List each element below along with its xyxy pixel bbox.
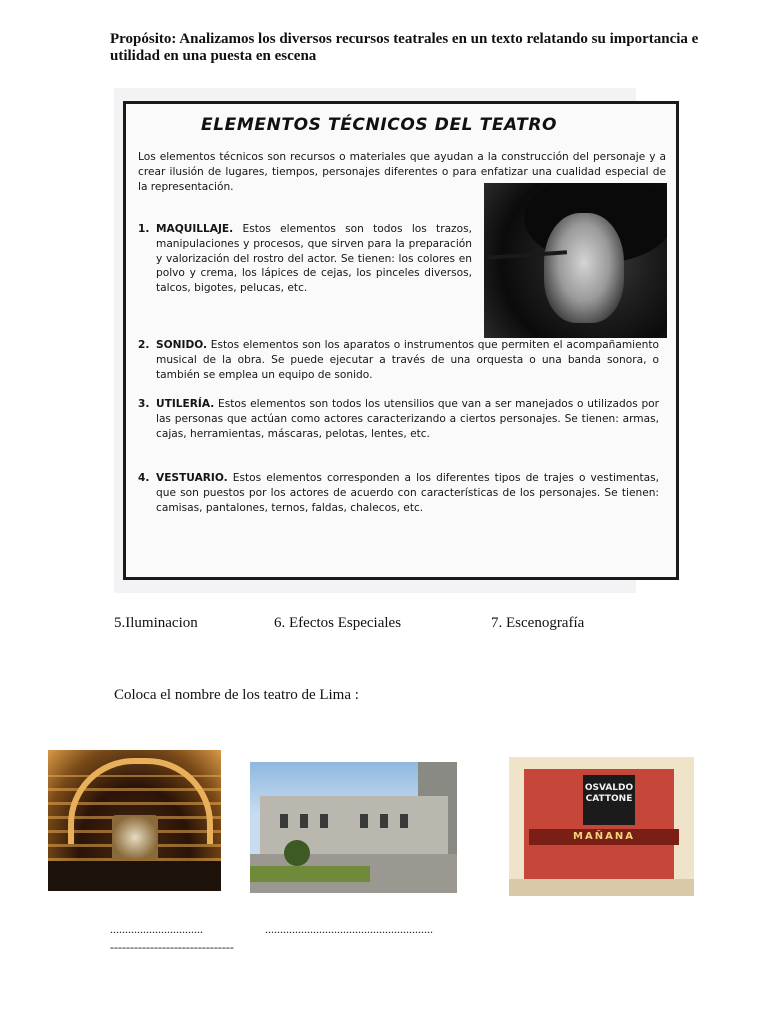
makeup-photo <box>484 183 667 338</box>
theater-facade-photo <box>250 762 457 893</box>
item-heading: SONIDO. <box>156 339 208 351</box>
item-number: 4. <box>138 472 150 484</box>
item-number: 3. <box>138 398 150 410</box>
item-heading: UTILERÍA. <box>156 398 215 410</box>
item-text: Estos elementos son todos los trazos, manipulaciones y procesos, que sirven para la preparación y valorización del rostro del actor. Se tienen: los colores en polvo y crema, los lápices de cejas, los pinceles diversos, talcos, bigotes, pelucas, etc. <box>156 223 472 295</box>
photo-grass <box>250 866 370 882</box>
photo-tree <box>284 840 310 866</box>
item-text: Estos elementos corresponden a los diferentes tipos de trajes o vestimentas, que son puestos por los actores de acuerdo con características de los personajes. Se tienen: camisas, pantalones, ternos, faldas, chalecos, etc. <box>156 472 659 514</box>
photo-marquee: MAÑANA <box>529 829 679 845</box>
worksheet-intro: Los elementos técnicos son recursos o materiales que ayudan a la construcción del personaje y a crear ilusión de lugares, tiempos, personajes diferentes o para enfatizar una cualidad especial de la representación. <box>138 151 666 193</box>
list-item-vestuario <box>138 471 659 515</box>
photo-window <box>380 814 388 828</box>
answer-line-1[interactable]: ............................... <box>110 922 203 936</box>
item-text: Estos elementos son los aparatos o instrumentos que permiten el acompañamiento musical de la obra. Se puede ejecutar a través de una orquesta o una banda sonora, o también se emplea un equipo de sonido. <box>156 339 659 381</box>
photo-window <box>360 814 368 828</box>
element-escenografia: 7. Escenografía <box>491 615 585 631</box>
photo-street <box>509 879 694 896</box>
purpose-statement: Propósito: Analizamos los diversos recursos teatrales en un texto relatando su importancia e utilidad en una puesta en escena <box>110 31 699 64</box>
photo-face <box>544 213 624 323</box>
worksheet-title: ELEMENTOS TÉCNICOS DEL TEATRO <box>201 115 558 135</box>
element-iluminacion: 5.Iluminacion <box>114 615 198 631</box>
instruction-text: Coloca el nombre de los teatro de Lima : <box>114 687 359 703</box>
theater-interior-photo <box>48 750 221 891</box>
photo-window <box>300 814 308 828</box>
theater-marquee-photo <box>509 757 694 896</box>
photo-stage <box>112 815 158 860</box>
answer-line-2[interactable]: ........................................................ <box>265 922 433 936</box>
list-item-utileria <box>138 397 659 441</box>
element-efectos-especiales: 6. Efectos Especiales <box>274 615 402 631</box>
photo-audience <box>48 861 221 891</box>
photo-window <box>280 814 288 828</box>
photo-window <box>400 814 408 828</box>
item-number: 2. <box>138 339 150 351</box>
list-item-sonido <box>138 338 659 382</box>
answer-line-3[interactable]: ------------------------------- <box>110 940 234 954</box>
item-heading: VESTUARIO. <box>156 472 228 484</box>
item-number: 1. <box>138 223 150 235</box>
list-item-maquillaje <box>138 222 472 296</box>
item-text: Estos elementos son todos los utensilios que van a ser manejados o utilizados por las personas que actúan como actores caracterizando a ciertos personajes. Se tienen: armas, cajas, herramientas, máscaras, pelotas, lentes, etc. <box>156 398 659 440</box>
item-heading: MAQUILLAJE. <box>156 223 234 235</box>
photo-sign: OSVALDO CATTONE <box>583 775 635 825</box>
photo-window <box>320 814 328 828</box>
